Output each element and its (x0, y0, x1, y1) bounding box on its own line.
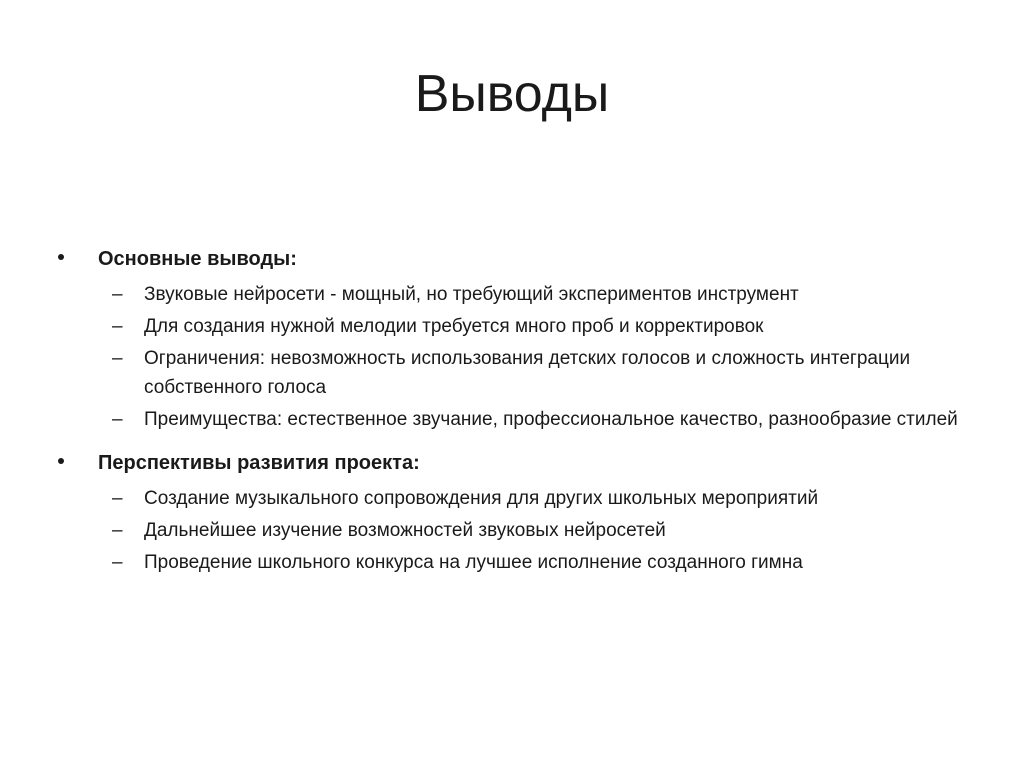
list-item-text: Проведение школьного конкурса на лучшее исполнение созданного гимна (144, 552, 803, 573)
section-heading: Основные выводы: (98, 248, 297, 270)
sub-list (98, 484, 986, 577)
dash-icon: – (112, 284, 123, 305)
list-item-text: Преимущества: естественное звучание, профессиональное качество, разнообразие стилей (144, 409, 958, 430)
list-item-text: Звуковые нейросети - мощный, но требующий экспериментов инструмент (144, 284, 799, 305)
dash-icon: – (112, 409, 123, 430)
bullet-icon (58, 254, 64, 260)
section-project-prospects (56, 446, 986, 577)
dash-icon: – (112, 552, 123, 573)
conclusions-list (56, 242, 986, 589)
list-item (98, 312, 986, 341)
dash-icon: – (112, 488, 123, 509)
list-item (98, 405, 986, 434)
list-item (98, 516, 986, 545)
slide-title: Выводы (414, 65, 610, 123)
section-main-conclusions (56, 242, 986, 434)
dash-icon: – (112, 348, 123, 369)
list-item-text: Создание музыкального сопровождения для других школьных мероприятий (144, 488, 819, 509)
sub-list (98, 280, 986, 434)
section-heading: Перспективы развития проекта: (98, 452, 420, 474)
list-item (98, 548, 986, 577)
list-item (98, 280, 986, 309)
dash-icon: – (112, 520, 123, 541)
list-item (98, 484, 986, 513)
bullet-icon (58, 458, 64, 464)
list-item-text: Дальнейшее изучение возможностей звуковых нейросетей (144, 520, 666, 541)
list-item-text: Ограничения: невозможность использования детских голосов и сложность интеграции собственного голоса (144, 348, 911, 398)
dash-icon: – (112, 316, 123, 337)
list-item (98, 344, 986, 402)
list-item-text: Для создания нужной мелодии требуется много проб и корректировок (144, 316, 764, 337)
